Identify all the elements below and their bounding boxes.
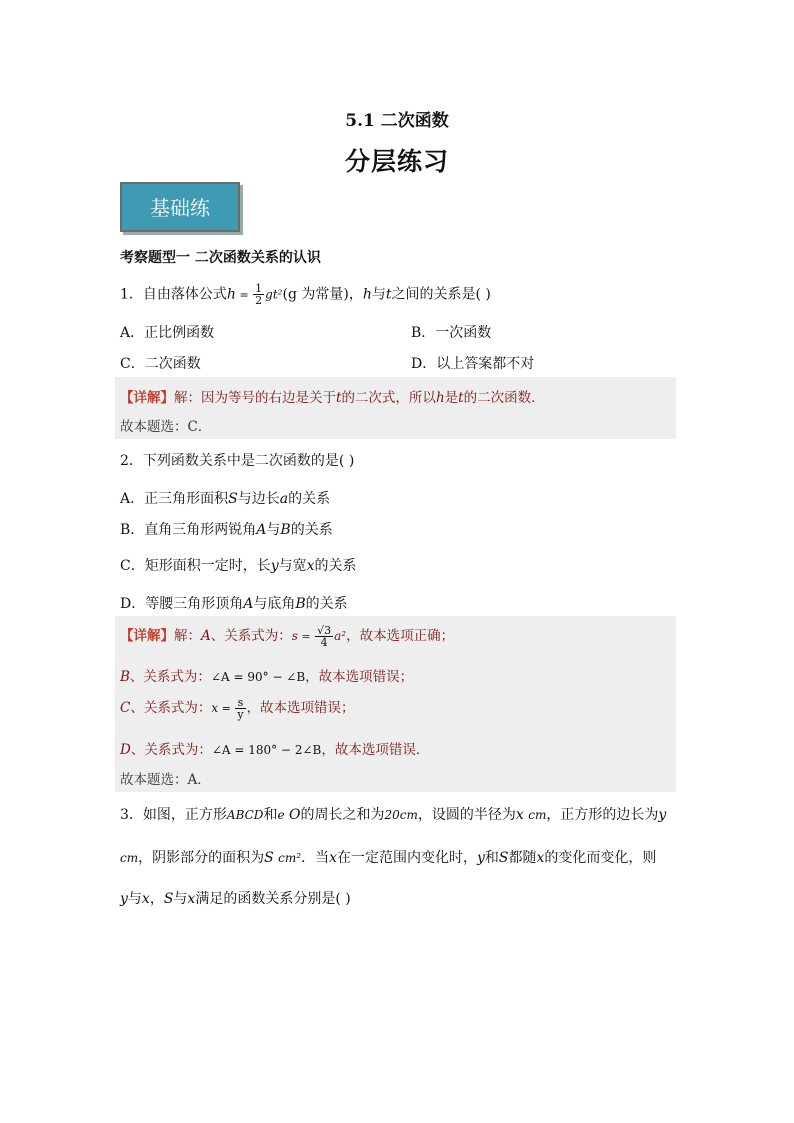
q2-answer-line-2: B、关系式为：∠A = 90° − ∠B，故本选项错误； bbox=[120, 669, 414, 685]
question-3-line-3: y与x，S与x满足的函数关系分别是( ) bbox=[120, 891, 351, 907]
section-badge: 基础练 bbox=[120, 182, 240, 232]
q1-option-c: C．二次函数 bbox=[120, 356, 201, 372]
question-2-stem: 2．下列函数关系中是二次函数的是( ) bbox=[120, 453, 355, 469]
fraction: $\frac{1}{2}$ bbox=[255, 282, 263, 307]
fraction: $\frac{√3}{4}$ bbox=[317, 624, 332, 649]
q1-answer-conclusion: 故本题选：C． bbox=[120, 419, 212, 435]
document-title: 分层练习 bbox=[344, 147, 449, 176]
q2-answer-box bbox=[115, 616, 676, 792]
question-3-line-1: 3．如图，正方形ABCD和e O的周长之和为20cm，设圆的半径为x cm，正方形的边长为y bbox=[120, 807, 667, 823]
q2-answer-line-1: 【详解】解：A、关系式为：s = $\frac{√3}{4}$ a²，故本选项正确； bbox=[120, 624, 455, 649]
q2-answer-line-3: C、关系式为：x = $\frac{s}{y}$ ，故本选项错误； bbox=[120, 696, 355, 721]
q1-answer-box bbox=[115, 377, 676, 439]
q1-option-a: A．正比例函数 bbox=[120, 325, 215, 341]
q2-answer-conclusion: 故本题选：A． bbox=[120, 772, 211, 788]
q2-option-a: A．正三角形面积S与边长a的关系 bbox=[120, 491, 331, 507]
q1-option-d: D．以上答案都不对 bbox=[411, 356, 535, 372]
question-1-stem: 1．自由落体公式h = $\frac{1}{2}$ gt²(g 为常量)，h与t之间的关系是( ) bbox=[120, 282, 491, 307]
question-3-line-2: cm，阴影部分的面积为S cm²．当x在一定范围内变化时，y和S都随x的变化而变化，则 bbox=[120, 850, 657, 866]
q2-option-c: C．矩形面积一定时，长y与宽x的关系 bbox=[120, 558, 357, 574]
fraction: $\frac{s}{y}$ bbox=[237, 696, 244, 721]
q2-option-b: B．直角三角形两锐角A与B的关系 bbox=[120, 522, 333, 538]
document-subtitle: 5.1 二次函数 bbox=[345, 111, 449, 131]
q1-answer-line-1: 【详解】解：因为等号的右边是关于t的二次式，所以h是t的二次函数． bbox=[120, 390, 545, 406]
question-type-title: 考察题型一 二次函数关系的认识 bbox=[120, 250, 321, 266]
q1-option-b: B．一次函数 bbox=[411, 325, 492, 341]
q2-answer-line-4: D、关系式为：∠A = 180° − 2∠B，故本选项错误． bbox=[120, 742, 430, 758]
q2-option-d: D．等腰三角形顶角A与底角B的关系 bbox=[120, 596, 348, 612]
